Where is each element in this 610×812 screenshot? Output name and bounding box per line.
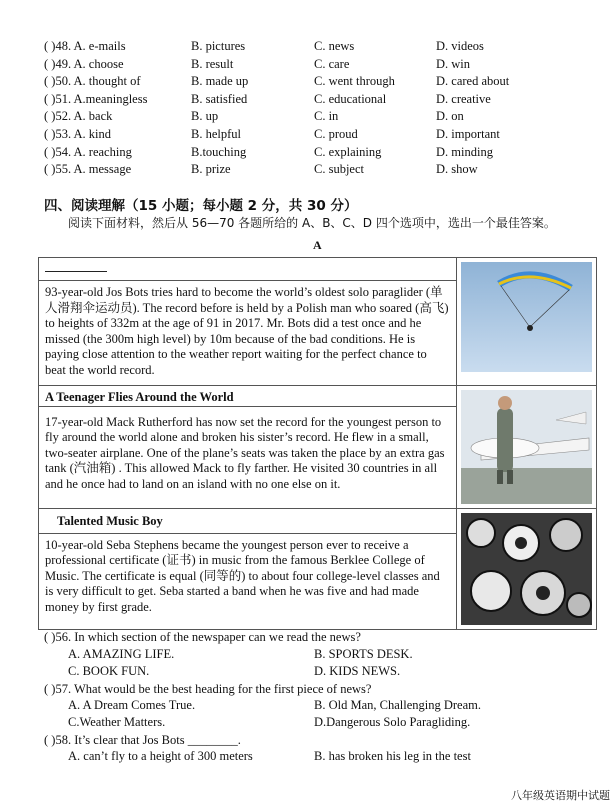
cloze-option-a[interactable]: ( )52. A. back: [44, 109, 113, 124]
q57-option-a[interactable]: A. A Dream Comes True.: [68, 698, 196, 712]
q56-option-a[interactable]: A. AMAZING LIFE.: [68, 647, 175, 661]
news-item-2: [39, 385, 457, 508]
cloze-option-a[interactable]: ( )48. A. e-mails: [44, 39, 126, 53]
pilot-airplane-image: [457, 385, 597, 508]
question-57: ( )57. What would be the best heading for the first piece of news?: [44, 682, 372, 696]
news-heading-blank: [39, 258, 456, 280]
news-text-2: 17-year-old Mack Rutherford has now set the record for the youngest person to fly around the world alone and broken his sister’s record. He flew in a small, two-seater airplane. One of the plane’s seats was taken the place by an extra gas tank (汽油箱) . This allowed Mack to fly farther. He visited 30 countries in all and he once had to land on an island with no one else on it.: [39, 406, 456, 499]
news-text-3: 10-year-old Seba Stephens became the youngest person ever to receive a professional certificate (证书) in music from the famous Berklee College of Music. The certificate is equal (同等的) to about four college-level classes and is very difficult to get. Seba started a band when he was five and had made money by first grade.: [39, 533, 456, 628]
news-item-3: [39, 508, 457, 629]
question-58: ( )58. It’s clear that Jos Bots ________.: [44, 733, 241, 747]
news-heading-3: Talented Music Boy: [57, 513, 163, 528]
news-heading-2: A Teenager Flies Around the World: [45, 389, 234, 404]
q56-option-c[interactable]: C. BOOK FUN.: [68, 664, 150, 678]
cloze-option-b[interactable]: B. up: [191, 109, 219, 124]
paraglider-image: [457, 258, 597, 386]
cloze-option-c[interactable]: C. in: [314, 109, 339, 124]
cloze-option-a[interactable]: ( )49. A. choose: [44, 56, 124, 71]
page-footer: 八年级英语期中试题: [511, 789, 610, 802]
q57-option-b[interactable]: B. Old Man, Challenging Dream.: [314, 698, 481, 712]
cloze-option-c[interactable]: C. educational: [314, 91, 387, 106]
cloze-option-a[interactable]: ( )51. A.meaningless: [44, 91, 148, 106]
cloze-option-d[interactable]: D. important: [436, 127, 500, 141]
cloze-option-b[interactable]: B. made up: [191, 74, 249, 89]
cloze-option-d[interactable]: D. minding: [436, 144, 493, 159]
cloze-option-d[interactable]: D. on: [436, 109, 464, 124]
instruction: 阅读下面材料，然后从 56—70 各题所给的 A、B、C、D 四个选项中，选出一个最佳答案。: [68, 216, 556, 230]
news-text-1: 93-year-old Jos Bots tries hard to become the world’s oldest solo paraglider (单人滑翔伞运动员). The record before is held by a Polish man who soared (高飞) to heights of 332m at the age of 91 in 2017. Mr. Bots did a test once and he missed (the 300m high level) by 10m because of the bad conditions. He is paying close attention to the weather report waiting for the perfect chance to beat the world record.: [39, 280, 456, 385]
cloze-option-c[interactable]: C. went through: [314, 74, 395, 89]
cloze-option-b[interactable]: B. helpful: [191, 127, 241, 141]
cloze-option-a[interactable]: ( )50. A. thought of: [44, 74, 141, 89]
cloze-option-b[interactable]: B.touching: [191, 144, 247, 159]
cloze-option-c[interactable]: C. proud: [314, 127, 358, 141]
cloze-option-a[interactable]: ( )53. A. kind: [44, 127, 112, 141]
q58-option-b[interactable]: B. has broken his leg in the test: [314, 749, 471, 763]
music-boy-image: [457, 508, 597, 629]
cloze-option-d[interactable]: D. win: [436, 56, 471, 71]
cloze-option-c[interactable]: C. care: [314, 56, 350, 71]
q56-option-d[interactable]: D. KIDS NEWS.: [314, 664, 401, 678]
news-item-1: [39, 258, 457, 386]
cloze-option-d[interactable]: D. videos: [436, 39, 484, 53]
section-title: 四、阅读理解（15 小题；每小题 2 分，共 30 分）: [44, 198, 358, 214]
q56-option-b[interactable]: B. SPORTS DESK.: [314, 647, 413, 661]
q58-option-a[interactable]: A. can’t fly to a height of 300 meters: [68, 749, 253, 763]
passage-label: A: [313, 238, 322, 252]
cloze-option-d[interactable]: D. show: [436, 162, 478, 177]
cloze-option-a[interactable]: ( )54. A. reaching: [44, 144, 132, 159]
cloze-option-c[interactable]: C. explaining: [314, 144, 382, 159]
cloze-option-a[interactable]: ( )55. A. message: [44, 162, 132, 177]
cloze-option-d[interactable]: D. creative: [436, 91, 491, 106]
cloze-option-b[interactable]: B. satisfied: [191, 91, 248, 106]
cloze-option-d[interactable]: D. cared about: [436, 74, 510, 89]
question-56: ( )56. In which section of the newspaper can we read the news?: [44, 630, 361, 644]
news-table: [38, 257, 597, 630]
cloze-option-c[interactable]: C. news: [314, 39, 355, 53]
cloze-option-b[interactable]: B. result: [191, 56, 234, 71]
q57-option-c[interactable]: C.Weather Matters.: [68, 715, 166, 729]
cloze-option-b[interactable]: B. pictures: [191, 39, 246, 53]
cloze-option-b[interactable]: B. prize: [191, 162, 231, 177]
cloze-option-c[interactable]: C. subject: [314, 162, 364, 177]
q57-option-d[interactable]: D.Dangerous Solo Paragliding.: [314, 715, 471, 729]
